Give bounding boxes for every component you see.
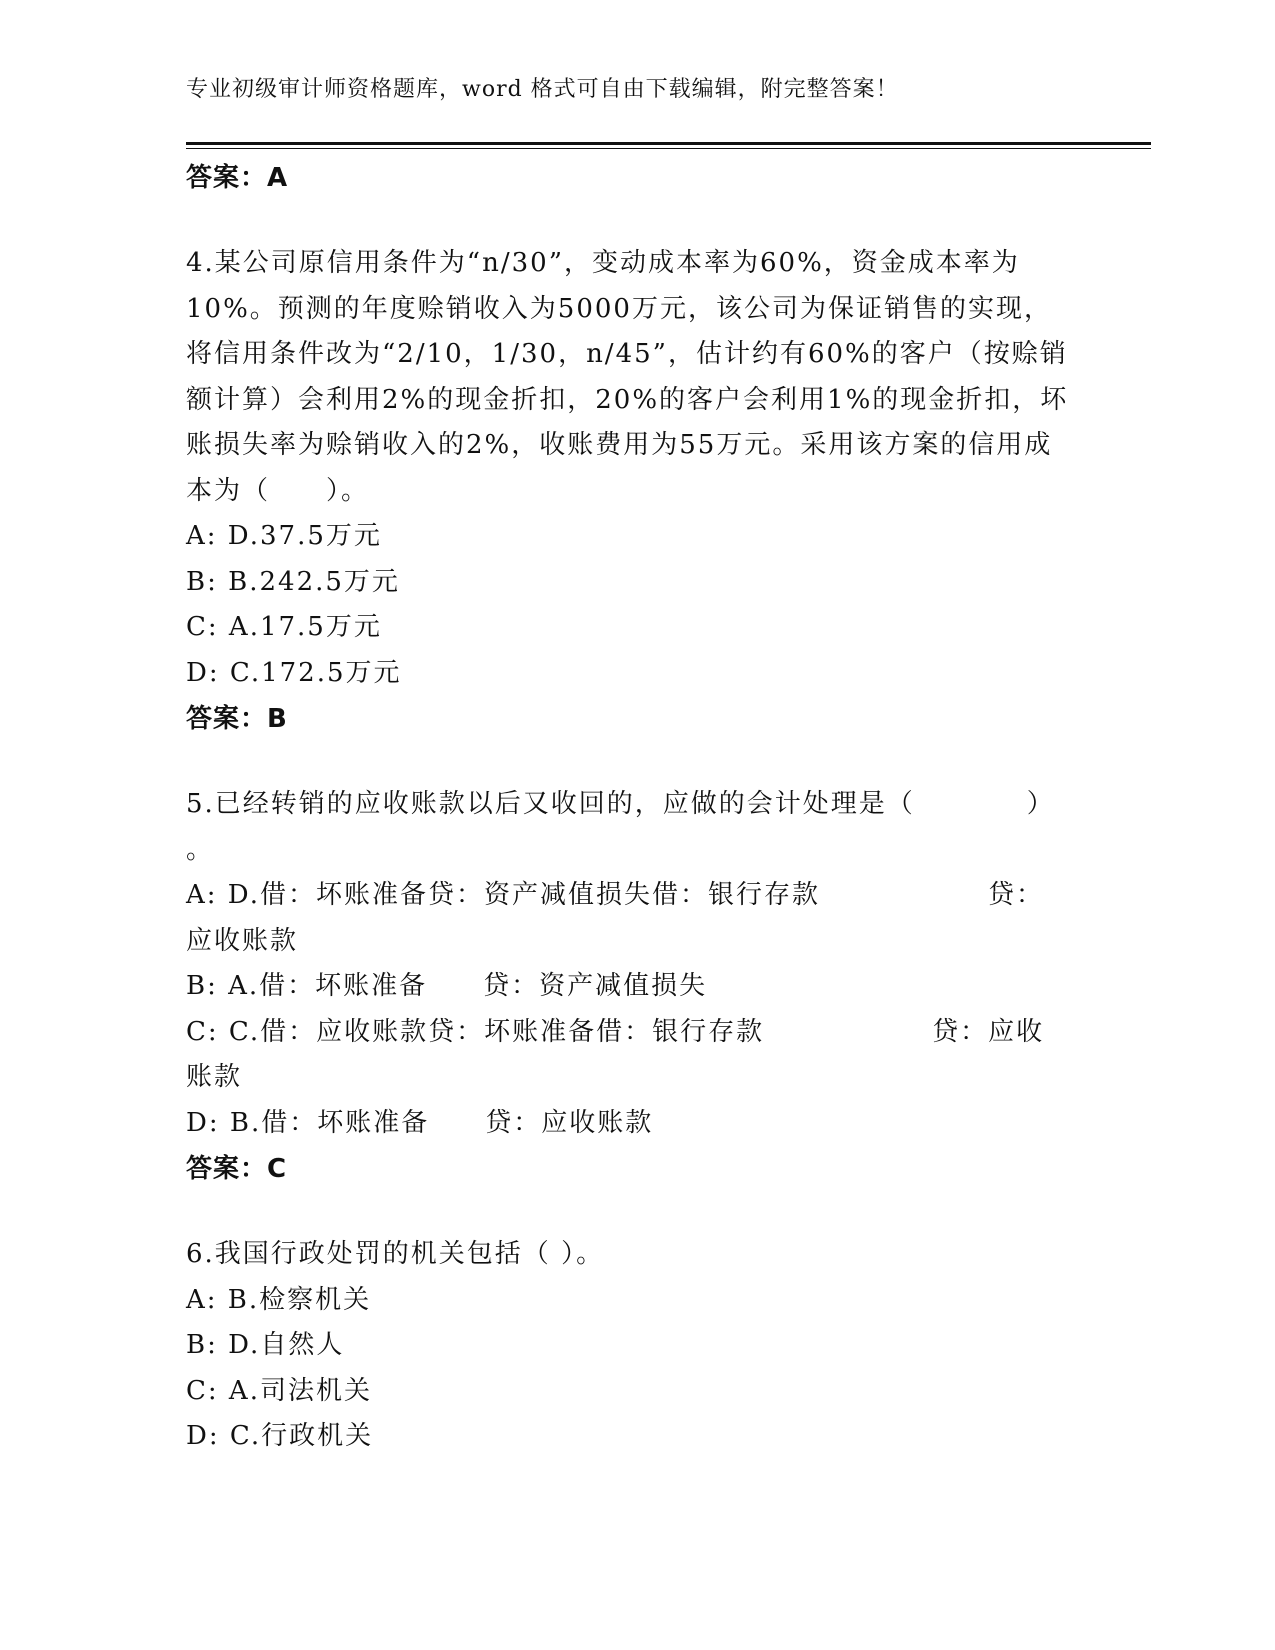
question-6-option-a: A: B.检察机关 xyxy=(186,1284,372,1315)
question-4-line-6: 本为（ ）。 xyxy=(186,475,370,506)
question-6-option-d: D: C.行政机关 xyxy=(186,1421,374,1451)
question-5-option-d: D: B.借：坏账准备 贷：应收账款 xyxy=(186,1107,654,1138)
question-5-option-a: A: D.借：坏账准备贷：资产减值损失借：银行存款 贷：应收账款 xyxy=(186,880,1044,956)
question-6-option-c: C: A.司法机关 xyxy=(186,1375,372,1406)
header-rule-thick xyxy=(186,142,1151,145)
answer-q3: 答案：A xyxy=(186,163,289,193)
document-body xyxy=(186,155,1086,1460)
question-5-option-c: C: C.借：应收账款贷：坏账准备借：银行存款 贷：应收账款 xyxy=(186,1016,1045,1092)
question-5-line-2: 。 xyxy=(186,834,215,865)
page-header: 专业初级审计师资格题库，word 格式可自由下载编辑，附完整答案！ xyxy=(186,77,899,102)
answer-q4: 答案：B xyxy=(186,704,288,734)
question-4-line-1: 4.某公司原信用条件为“n/30”，变动成本率为60%，资金成本率为 xyxy=(186,248,1020,278)
question-4-line-3: 将信用条件改为“2/10，1/30，n/45”，估计约有60%的客户（按赊销 xyxy=(186,339,1068,369)
question-6-line-1: 6.我国行政处罚的机关包括（ ）。 xyxy=(186,1239,605,1269)
question-6 xyxy=(186,1232,1086,1460)
question-5-option-b: B: A.借：坏账准备 贷：资产减值损失 xyxy=(186,971,708,1001)
header-rule-thin xyxy=(186,148,1151,149)
question-4-line-4: 额计算）会利用2%的现金折扣，20%的客户会利用1%的现金折扣，坏 xyxy=(186,384,1069,415)
question-4-option-a: A: D.37.5万元 xyxy=(186,521,382,551)
question-4-option-c: C: A.17.5万元 xyxy=(186,612,382,642)
question-4-option-b: B: B.242.5万元 xyxy=(186,566,400,597)
question-5 xyxy=(186,782,1086,1192)
question-4 xyxy=(186,241,1086,742)
question-4-line-5: 账损失率为赊销收入的2%，收账费用为55万元。采用该方案的信用成 xyxy=(186,430,1053,460)
answer-q5: 答案：C xyxy=(186,1154,288,1184)
question-5-line-1: 5.已经转销的应收账款以后又收回的，应做的会计处理是（ ） xyxy=(186,789,1055,819)
question-4-line-2: 10%。预测的年度赊销收入为5000万元，该公司为保证销售的实现， xyxy=(186,293,1052,324)
question-6-option-b: B: D.自然人 xyxy=(186,1330,345,1360)
question-4-option-d: D: C.172.5万元 xyxy=(186,657,402,688)
